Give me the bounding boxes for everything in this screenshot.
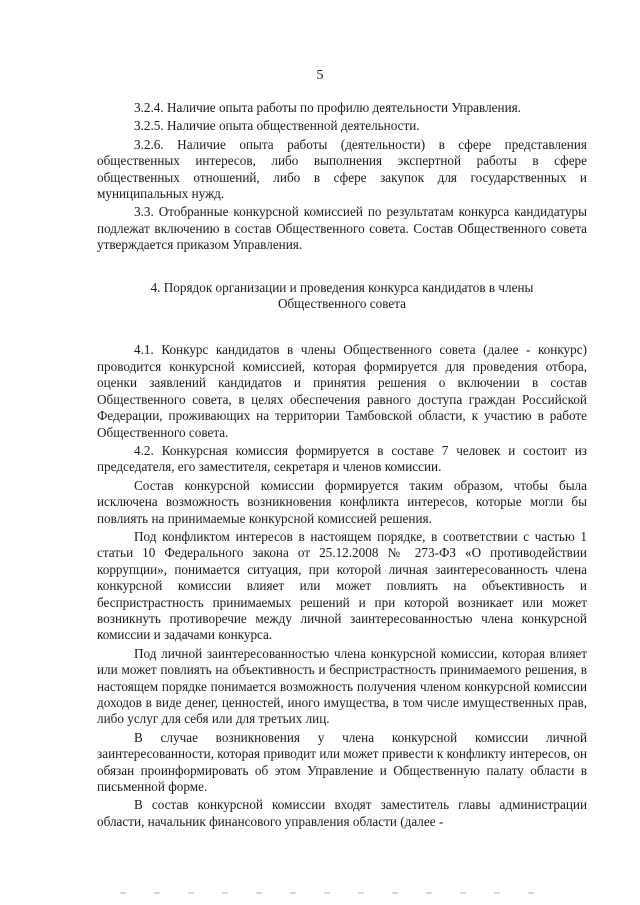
document-body [97, 98, 587, 830]
paragraph-3-2-6: 3.2.6. Наличие опыта работы (деятельности) в сфере представления общественных интересов, либо выполнения экспертной работы в сфере общественных отношений, либо в сфере закупок для государственных и муниципальных нужд. [97, 136, 587, 202]
section-heading-line-2: Общественного совета [277, 296, 407, 312]
paragraph-notification: В случае возникновения у члена конкурсной комиссии личной заинтересованности, которая приводит или может привести к конфликту интересов, он обязан проинформировать об этом Управление и Общественную палату области в письменной форме. [97, 729, 587, 795]
paragraph-3-2-5: 3.2.5. Наличие опыта общественной деятельности. [134, 118, 420, 134]
section-heading [97, 280, 587, 313]
paragraph-personal-interest: Под личной заинтересованностью члена конкурсной комиссии, которая влияет или может повлиять на объективность и беспристрастность принимаемого решения, в настоящем порядке понимается возможность получения членом конкурсной комиссии доходов в виде денег, ценностей, иного имущества, в том числе имущественных прав, либо услуг для себя или для третьих лиц. [97, 645, 587, 727]
paragraph-commission-composition: Состав конкурсной комиссии формируется таким образом, чтобы была исключена возможность возникновения конфликта интересов, которые могли бы повлиять на принимаемые конкурсной комиссией решения. [97, 477, 587, 526]
paragraph-commission-members: В состав конкурсной комиссии входят заместитель главы администрации области, начальник финансового управления области (далее - [97, 797, 587, 829]
section-heading-line-1: 4. Порядок организации и проведения конкурса кандидатов в члены [150, 279, 534, 295]
scan-artifact-dots [120, 892, 540, 895]
paragraph-4-1: 4.1. Конкурс кандидатов в члены Общественного совета (далее - конкурс) проводится конкурсной комиссией, которая формируется для проведения отбора, оценки заявлений кандидатов и принятия решения о включении в состав Общественного совета, в целях обеспечения равного доступа граждан Российской Федерации, проживающих на территории Тамбовской области, к участию в работе Общественного совета. [97, 342, 587, 440]
paragraph-4-2: 4.2. Конкурсная комиссия формируется в составе 7 человек и состоит из председателя, его заместителя, секретаря и членов комиссии. [97, 442, 587, 475]
paragraph-3-3: 3.3. Отобранные конкурсной комиссией по результатам конкурса кандидатуры подлежат включению в состав Общественного совета. Состав Общественного совета утверждается приказом Управления. [97, 204, 587, 253]
page-number: 5 [316, 68, 324, 83]
paragraph-3-2-4: 3.2.4. Наличие опыта работы по профилю деятельности Управления. [134, 100, 521, 115]
paragraph-conflict-of-interest: Под конфликтом интересов в настоящем порядке, в соответствии с частью 1 статьи 10 Федерального закона от 25.12.2008 № 273-ФЗ «О противодействии коррупции», понимается ситуация, при которой личная заинтересованность члена конкурсной комиссии влияет или может повлиять на объективность и беспристрастность принимаемых решений и при которой возникает или может возникнуть противоречие между личной заинтересованностью члена конкурсной комиссии и задачами конкурса. [97, 528, 587, 643]
